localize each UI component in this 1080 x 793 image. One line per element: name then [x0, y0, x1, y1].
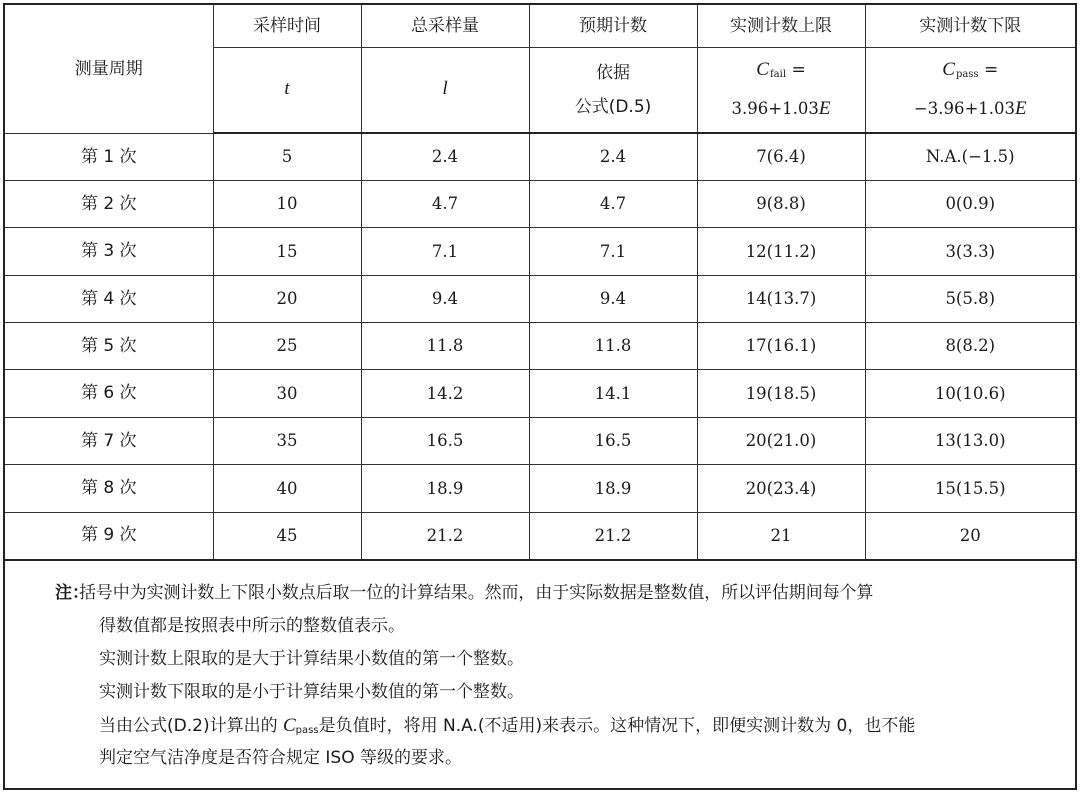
- header-row-1: [5, 5, 1075, 47]
- note-line-1: [55, 577, 1075, 610]
- table-row: [5, 512, 1075, 559]
- upper-cell: 19(18.5): [697, 370, 865, 417]
- time-cell: 15: [213, 228, 361, 275]
- note-line-5: [55, 709, 1075, 742]
- upper-formula-lhs: [698, 53, 865, 92]
- period-cell: 第 3 次: [5, 228, 213, 275]
- header-lower-limit: 实测计数下限: [865, 5, 1075, 47]
- upper-cell: 20(21.0): [697, 417, 865, 464]
- upper-cell: 21: [697, 512, 865, 559]
- expected-cell: 7.1: [529, 228, 697, 275]
- volume-cell: 11.8: [361, 323, 529, 370]
- header-expected-count: 预期计数: [529, 5, 697, 47]
- expected-cell: 11.8: [529, 323, 697, 370]
- header-upper-limit: 实测计数上限: [697, 5, 865, 47]
- lower-formula-rhs: [866, 92, 1076, 126]
- expected-formula-cell: [529, 47, 697, 133]
- upper-formula-terms: 3.96+1.03: [731, 99, 819, 119]
- note-text-1: 括号中为实测计数上下限小数点后取一位的计算结果。然而，由于实际数据是整数值，所以评估期间每个算: [79, 583, 874, 603]
- upper-formula-rhs: [698, 92, 865, 126]
- time-cell: 30: [213, 370, 361, 417]
- volume-cell: 2.4: [361, 133, 529, 180]
- expected-cell: 16.5: [529, 417, 697, 464]
- upper-cell: 17(16.1): [697, 323, 865, 370]
- lower-cell: 20: [865, 512, 1075, 559]
- upper-cell: 7(6.4): [697, 133, 865, 180]
- period-cell: 第 8 次: [5, 465, 213, 512]
- table-row: [5, 417, 1075, 464]
- lower-cell: 15(15.5): [865, 465, 1075, 512]
- volume-cell: 7.1: [361, 228, 529, 275]
- symbol-l: l: [361, 47, 529, 133]
- header-total-volume: 总采样量: [361, 5, 529, 47]
- note-5-part-b: 是负值时，将用 N.A.(不适用)来表示。这种情况下，即便实测计数为 0，也不能: [318, 716, 916, 736]
- volume-cell: 9.4: [361, 275, 529, 322]
- upper-formula-cell: [697, 47, 865, 133]
- lower-equals: =: [978, 60, 999, 81]
- note-line-4: 实测计数下限取的是小于计算结果小数值的第一个整数。: [99, 682, 524, 702]
- sampling-table: [5, 5, 1075, 561]
- volume-cell: 14.2: [361, 370, 529, 417]
- header-period: 测量周期: [5, 5, 213, 133]
- lower-formula-terms: −3.96+1.03: [913, 99, 1016, 119]
- volume-cell: 4.7: [361, 180, 529, 227]
- period-cell: 第 7 次: [5, 417, 213, 464]
- time-cell: 10: [213, 180, 361, 227]
- expected-cell: 2.4: [529, 133, 697, 180]
- lower-c-subscript: pass: [955, 69, 979, 81]
- notes-section: [55, 577, 1075, 775]
- volume-cell: 18.9: [361, 465, 529, 512]
- table-row: [5, 275, 1075, 322]
- expected-cell: 9.4: [529, 275, 697, 322]
- period-cell: 第 4 次: [5, 275, 213, 322]
- table-row: [5, 228, 1075, 275]
- lower-cell: 5(5.8): [865, 275, 1075, 322]
- period-cell: 第 2 次: [5, 180, 213, 227]
- lower-c-symbol: C: [942, 59, 955, 81]
- upper-cell: 12(11.2): [697, 228, 865, 275]
- expected-cell: 18.9: [529, 465, 697, 512]
- expected-cell: 14.1: [529, 370, 697, 417]
- lower-formula-cell: [865, 47, 1075, 133]
- time-cell: 35: [213, 417, 361, 464]
- time-cell: 25: [213, 323, 361, 370]
- table-body: [5, 133, 1075, 560]
- table-row: [5, 180, 1075, 227]
- document-frame: [3, 3, 1077, 790]
- volume-cell: 16.5: [361, 417, 529, 464]
- lower-formula-e: E: [1015, 98, 1027, 120]
- table-row: [5, 465, 1075, 512]
- expected-line-1: 依据: [596, 62, 630, 83]
- time-cell: 20: [213, 275, 361, 322]
- lower-cell: 13(13.0): [865, 417, 1075, 464]
- table-row: [5, 323, 1075, 370]
- upper-equals: =: [786, 60, 806, 81]
- lower-cell: 0(0.9): [865, 180, 1075, 227]
- lower-cell: 3(3.3): [865, 228, 1075, 275]
- lower-cell: N.A.(−1.5): [865, 133, 1075, 180]
- note-label: 注：: [55, 583, 89, 603]
- expected-cell: 21.2: [529, 512, 697, 559]
- lower-cell: 10(10.6): [865, 370, 1075, 417]
- time-cell: 5: [213, 133, 361, 180]
- lower-cell: 8(8.2): [865, 323, 1075, 370]
- note-line-6: 判定空气洁净度是否符合规定 ISO 等级的要求。: [99, 748, 462, 768]
- upper-c-subscript: fail: [769, 69, 787, 81]
- upper-cell: 20(23.4): [697, 465, 865, 512]
- header-sampling-time: 采样时间: [213, 5, 361, 47]
- table-row: [5, 370, 1075, 417]
- lower-formula-lhs: [866, 53, 1076, 92]
- note-5-part-a: 当由公式(D.2)计算出的: [99, 716, 283, 736]
- note-5-c-symbol: C: [282, 715, 296, 736]
- expected-cell: 4.7: [529, 180, 697, 227]
- period-cell: 第 9 次: [5, 512, 213, 559]
- table-row: [5, 133, 1075, 180]
- time-cell: 45: [213, 512, 361, 559]
- period-cell: 第 6 次: [5, 370, 213, 417]
- expected-line-2: 公式(D.5): [574, 96, 652, 117]
- note-line-2: 得数值都是按照表中所示的整数值表示。: [99, 616, 405, 636]
- upper-c-symbol: C: [756, 59, 769, 81]
- symbol-t: t: [213, 47, 361, 133]
- period-cell: 第 1 次: [5, 133, 213, 180]
- volume-cell: 21.2: [361, 512, 529, 559]
- note-5-c-subscript: pass: [295, 725, 319, 736]
- upper-formula-e: E: [818, 98, 831, 120]
- upper-cell: 14(13.7): [697, 275, 865, 322]
- period-cell: 第 5 次: [5, 323, 213, 370]
- upper-cell: 9(8.8): [697, 180, 865, 227]
- note-line-3: 实测计数上限取的是大于计算结果小数值的第一个整数。: [99, 649, 524, 669]
- time-cell: 40: [213, 465, 361, 512]
